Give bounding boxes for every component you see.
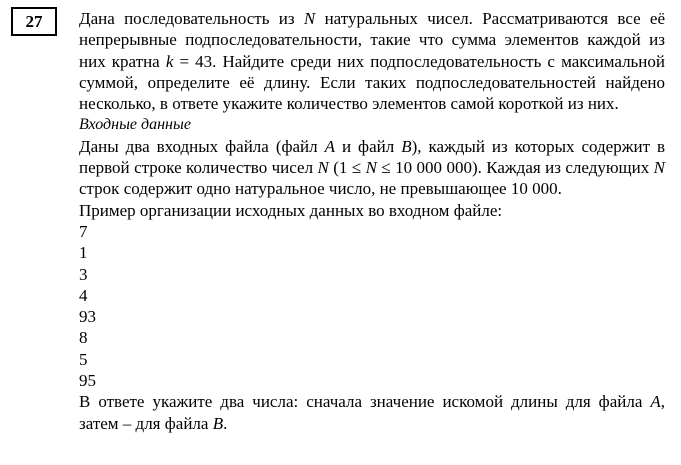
example-value: 95 xyxy=(79,371,96,391)
problem-text-2: натуральных чисел. Рассматриваются все её непрерывные подпоследовательности, такие что сумма элементов каждой из них кратна xyxy=(79,9,666,71)
example-value: 7 xyxy=(79,221,88,241)
input-text-6: строк содержит одно натуральное число, не превышающее 10 000. xyxy=(79,179,562,199)
input-text-2: и файл xyxy=(341,136,395,156)
answer-text-3: . xyxy=(223,413,228,433)
file-b-label: B xyxy=(401,136,412,156)
example-value: 1 xyxy=(79,243,88,263)
example-value: 93 xyxy=(79,307,96,327)
input-description xyxy=(79,136,665,200)
answer-text-2: , затем – для файла xyxy=(79,392,665,433)
input-text-5: ≤ 10 000 000). Каждая из следующих xyxy=(381,158,650,178)
answer-text-1: В ответе укажите два числа: сначала значение искомой длины для файла xyxy=(79,392,643,412)
file-b-label: B xyxy=(212,413,224,433)
input-text-1: Даны два входных файла (файл xyxy=(79,136,318,156)
input-text-3: ), каждый из которых содержит в первой строке количество чисел xyxy=(79,136,665,178)
task-number-box xyxy=(11,7,57,36)
example-value: 3 xyxy=(79,264,88,284)
input-section-title: Входные данные xyxy=(79,116,191,134)
var-k: k xyxy=(165,51,174,71)
example-value: 8 xyxy=(79,328,88,348)
task-number: 27 xyxy=(25,11,43,31)
file-a-label: A xyxy=(650,392,661,412)
task-content xyxy=(79,8,665,434)
answer-instructions xyxy=(79,391,665,434)
file-a-label: A xyxy=(324,136,335,156)
var-n: N xyxy=(365,158,377,178)
input-text-4: (1 ≤ xyxy=(333,158,362,178)
example-values-list xyxy=(79,221,665,391)
problem-statement xyxy=(79,8,665,114)
example-value: 4 xyxy=(79,285,88,305)
example-value: 5 xyxy=(79,349,88,369)
var-n: N xyxy=(653,158,665,178)
problem-text-3: = 43. Найдите среди них подпоследовательность с максимальной суммой, определите её длину. Если таких подпоследовательностей найдено несколько, в ответе укажите количество элементов самой короткой из них. xyxy=(79,51,666,114)
example-intro: Пример организации исходных данных во входном файле: xyxy=(79,200,503,220)
var-n: N xyxy=(303,9,316,28)
problem-text-1: Дана последовательность из xyxy=(79,9,295,28)
var-n: N xyxy=(317,158,329,178)
